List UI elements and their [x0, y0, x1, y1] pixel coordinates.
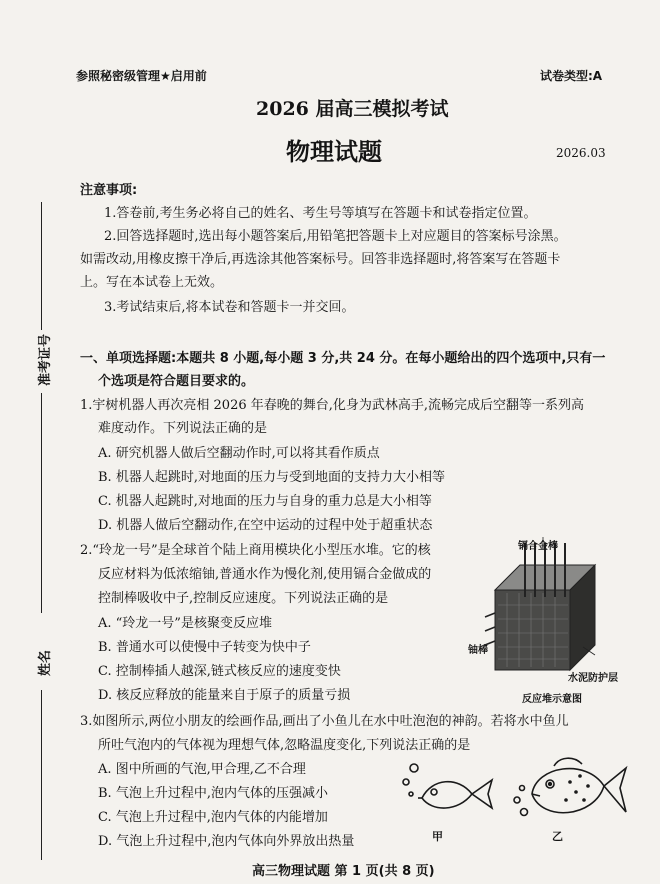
side-divider-top — [41, 202, 42, 330]
paper-type: 试卷类型:A — [540, 69, 603, 83]
reactor-caption: 反应堆示意图 — [522, 694, 582, 705]
fish-body — [532, 769, 604, 813]
q3-option-c: C. 气泡上升过程中,泡内气体的内能增加 — [98, 810, 328, 825]
fish-eye — [431, 789, 437, 795]
bubble-medium — [514, 797, 520, 803]
q1-option-c: C. 机器人起跳时,对地面的压力与自身的重力总是大小相等 — [98, 494, 432, 509]
fish-body — [422, 782, 472, 808]
fish-tail — [604, 768, 626, 812]
bubble-small — [520, 786, 525, 791]
bubble-small — [409, 792, 413, 796]
q1-stem: 1.宇树机器人再次亮相 2026 年春晚的舞台,化身为武林高手,流畅完成后空翻等一系列高 — [80, 398, 585, 413]
reactor-front-face — [495, 590, 570, 670]
notice-item-2-end: 上。写在本试卷上无效。 — [80, 275, 224, 290]
fish-right-drawing — [510, 752, 635, 832]
fish-fin — [554, 758, 582, 766]
exam-title: 2026 届高三模拟考试 — [256, 98, 449, 120]
exam-id-label: 准考证号 — [38, 333, 53, 386]
notice-item-1: 1.答卷前,考生务必将自己的姓名、考生号等填写在答题卡和试卷指定位置。 — [104, 206, 537, 221]
q2-option-d: D. 核反应释放的能量来自于原子的质量亏损 — [98, 688, 351, 703]
q1-stem-cont: 难度动作。下列说法正确的是 — [98, 421, 268, 436]
notice-item-2-cont: 如需改动,用橡皮擦干净后,再选涂其他答案标号。回答非选择题时,将答案写在答题卡 — [80, 252, 561, 267]
q2-stem-end: 控制棒吸收中子,控制反应速度。下列说法正确的是 — [98, 591, 389, 606]
q1-option-b: B. 机器人起跳时,对地面的压力与受到地面的支持力大小相等 — [98, 470, 445, 485]
q3-stem-cont: 所吐气泡内的气体视为理想气体,忽略温度变化,下列说法正确的是 — [98, 738, 471, 753]
q2-stem: 2.“玲龙一号”是全球首个陆上商用模块化小型压水堆。它的核 — [80, 543, 431, 558]
uranium-label: 铀棒 — [468, 645, 488, 656]
q1-option-a: A. 研究机器人做后空翻动作时,可以将其看作质点 — [98, 446, 380, 461]
section-heading-cont: 个选项是符合题目要求的。 — [98, 374, 255, 389]
fish-tail — [472, 780, 492, 808]
side-divider-middle — [41, 393, 42, 613]
q3-option-a: A. 图中所画的气泡,甲合理,乙不合理 — [98, 762, 306, 777]
rod-label: 镉合金棒 — [518, 541, 558, 552]
side-divider-bottom — [41, 690, 42, 860]
section-heading: 一、单项选择题:本题共 8 小题,每小题 3 分,共 24 分。在每小题给出的四个选项中,只有一 — [80, 351, 606, 366]
notice-item-3: 3.考试结束后,将本试卷和答题卡一并交回。 — [104, 300, 355, 315]
fish-left-drawing — [396, 760, 501, 830]
notice-title: 注意事项: — [80, 183, 138, 198]
subject-title: 物理试题 — [286, 138, 382, 166]
notice-item-2: 2.回答选择题时,选出每小题答案后,用铅笔把答题卡上对应题目的答案标号涂黑。 — [104, 229, 567, 244]
bubble-large — [521, 809, 528, 816]
q3-option-d: D. 气泡上升过程中,泡内气体向外界放出热量 — [98, 834, 355, 849]
cement-label: 水泥防护层 — [568, 673, 618, 684]
page-footer: 高三物理试题 第 1 页(共 8 页) — [252, 864, 435, 879]
fish-right-label: 乙 — [552, 830, 563, 843]
q1-option-d: D. 机器人做后空翻动作,在空中运动的过程中处于超重状态 — [98, 518, 433, 533]
bubble-large — [410, 764, 418, 772]
fish-spots — [564, 774, 590, 802]
q3-stem: 3.如图所示,两位小朋友的绘画作品,画出了小鱼儿在水中吐泡泡的神韵。若将水中鱼儿 — [80, 714, 569, 729]
exam-date: 2026.03 — [556, 146, 606, 160]
name-label: 姓名 — [38, 649, 53, 676]
q2-option-c: C. 控制棒插人越深,链式核反应的速度变快 — [98, 664, 341, 679]
bubble-medium — [403, 779, 409, 785]
q2-option-a: A. “玲龙一号”是核聚变反应堆 — [98, 616, 272, 631]
q2-option-b: B. 普通水可以使慢中子转变为快中子 — [98, 640, 311, 655]
secret-level: 参照秘密级管理★启用前 — [76, 69, 207, 83]
q2-stem-cont: 反应材料为低浓缩铀,普通水作为慢化剂,使用镉合金做成的 — [98, 567, 432, 582]
fish-left-label: 甲 — [432, 830, 443, 843]
q3-option-b: B. 气泡上升过程中,泡内气体的压强减小 — [98, 786, 328, 801]
